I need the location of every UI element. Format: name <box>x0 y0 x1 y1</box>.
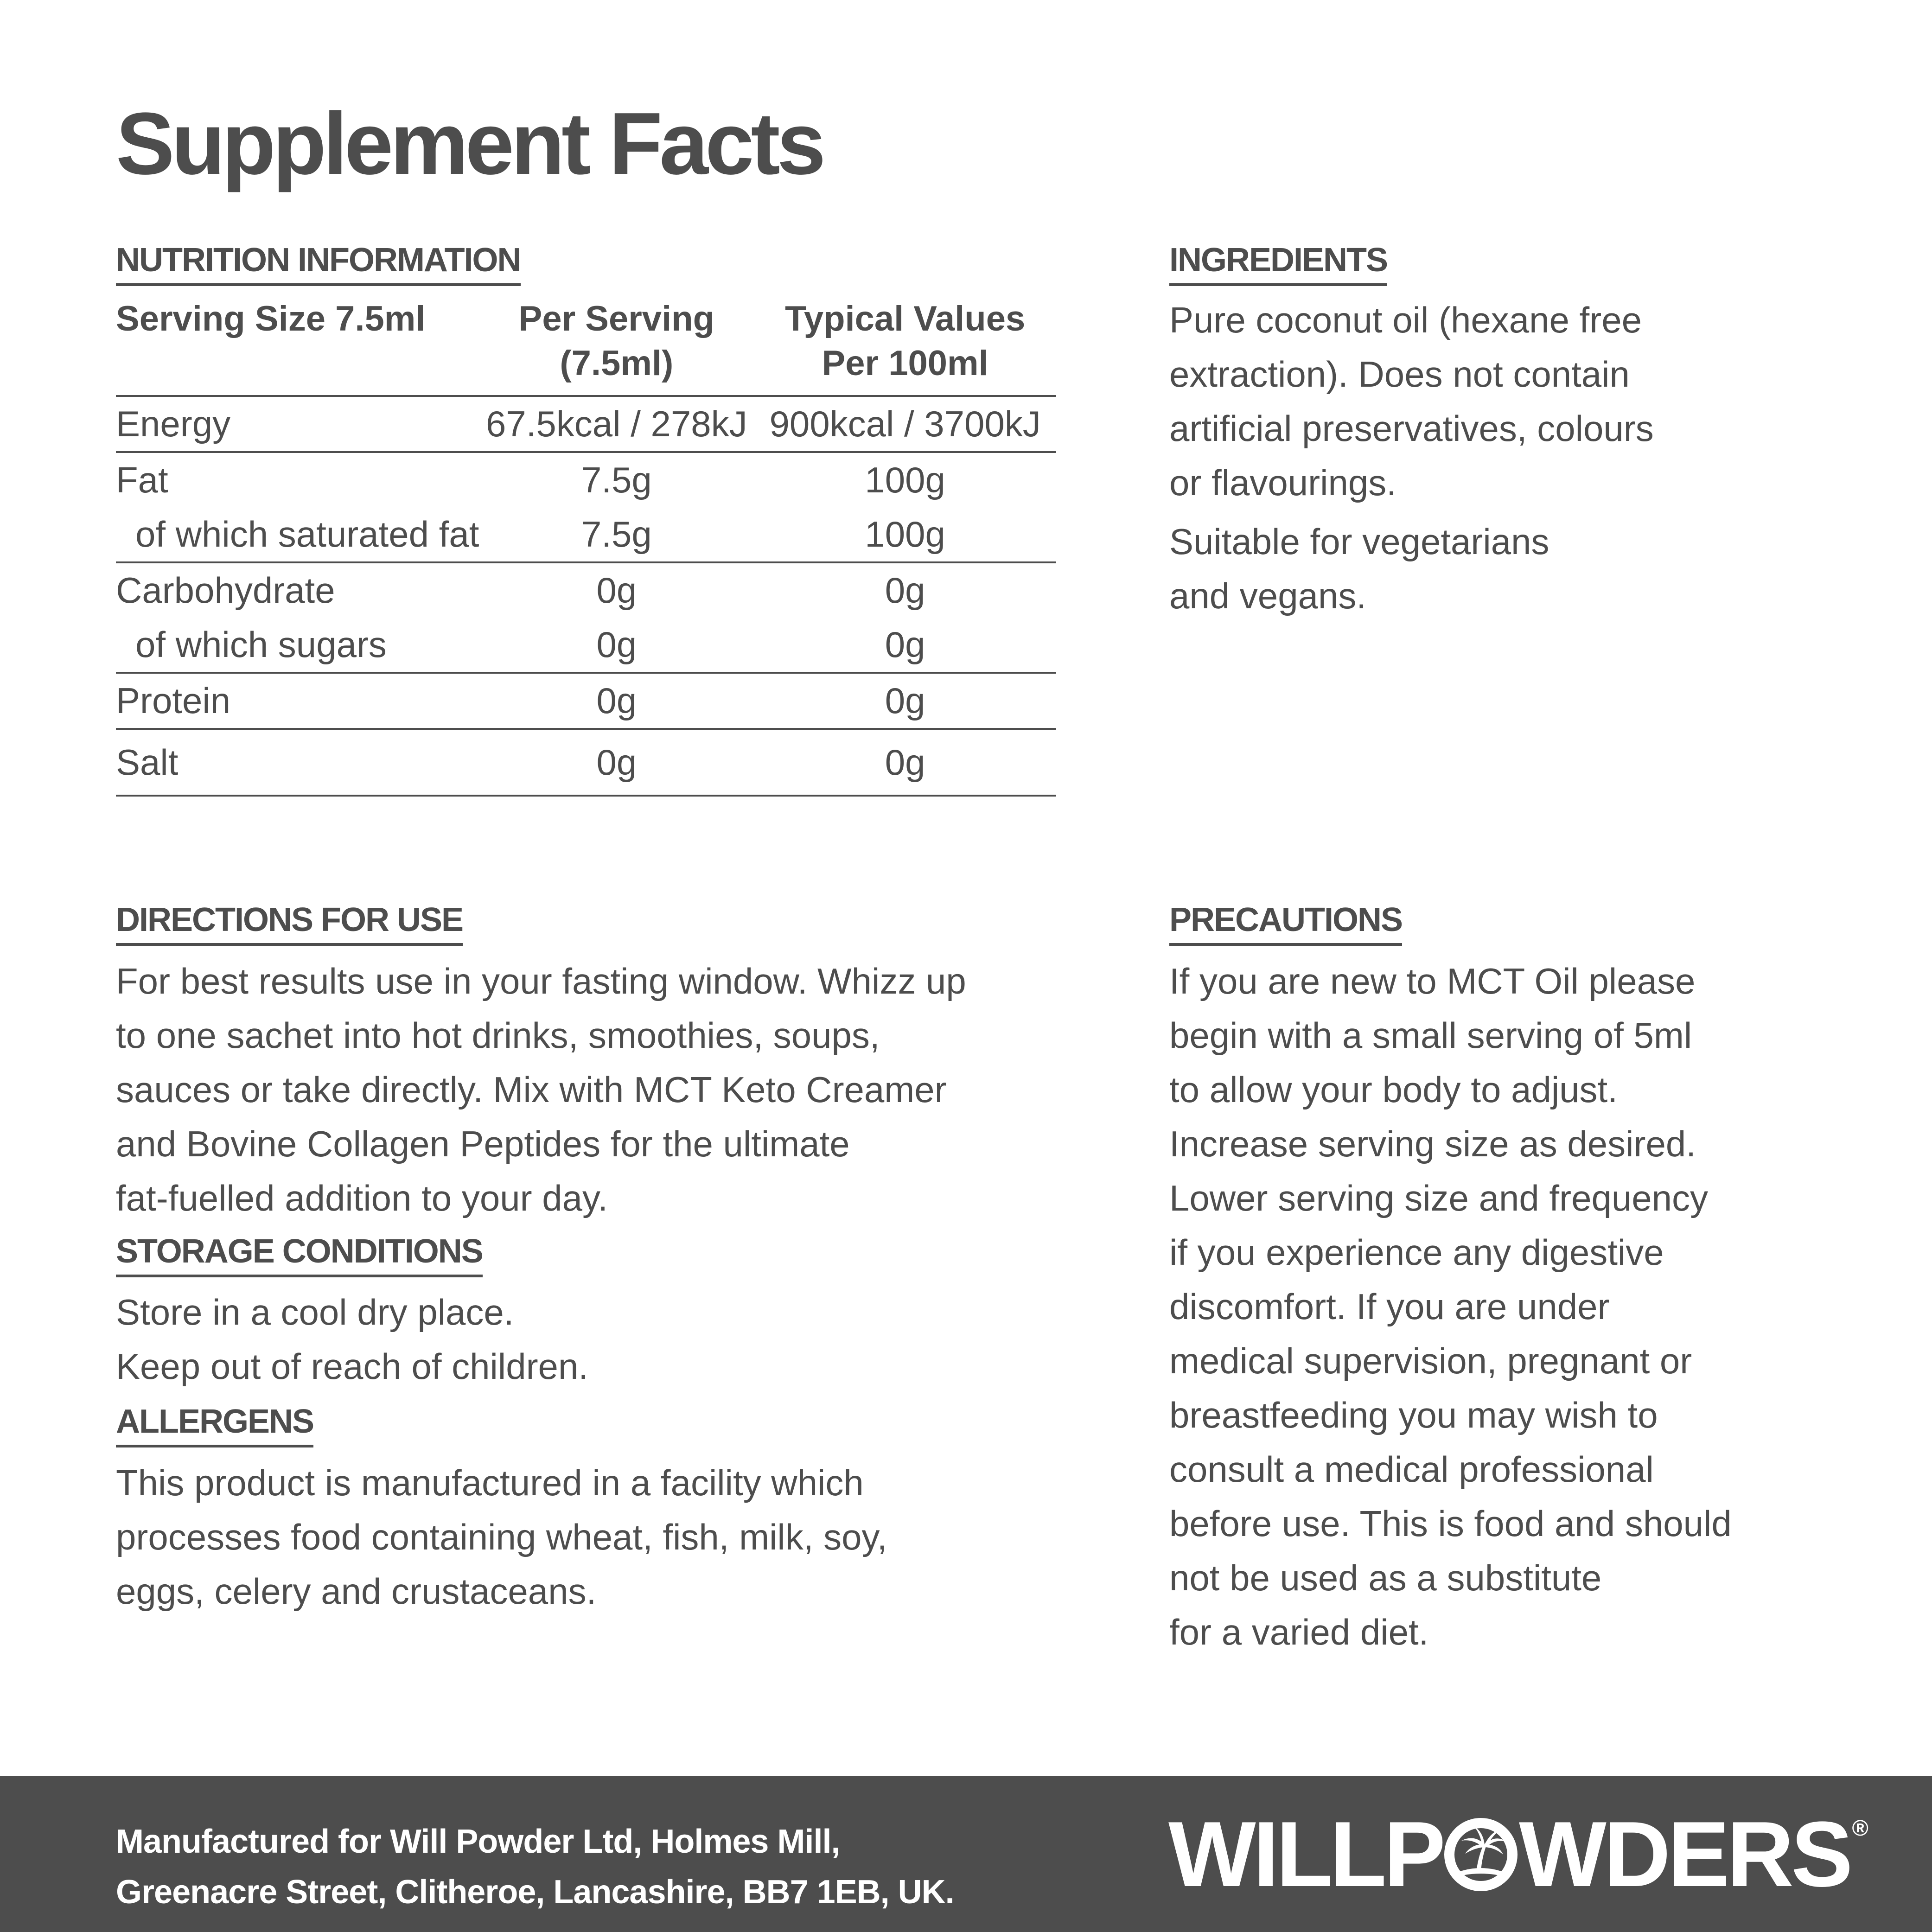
nutrient-label: Carbohydrate <box>116 570 335 611</box>
precautions-line: discomfort. If you are under <box>1169 1286 1610 1327</box>
nutrient-label: Energy <box>116 403 231 444</box>
registered-mark: ® <box>1852 1816 1868 1841</box>
ingredients-heading: INGREDIENTS <box>1169 243 1387 286</box>
brand-wordmark-part1: WILLP <box>1168 1803 1443 1906</box>
manufacturer-address <box>116 1817 954 1918</box>
precautions-heading: PRECAUTIONS <box>1169 903 1402 946</box>
table-row <box>116 618 1056 673</box>
per-serving-value: 0g <box>596 570 637 611</box>
ingredients-line: and vegans. <box>1169 575 1367 616</box>
ingredients-line: or flavourings. <box>1169 462 1396 503</box>
per-100ml-value: 0g <box>885 680 925 721</box>
allergens-line: eggs, celery and crustaceans. <box>116 1571 597 1612</box>
per-100ml-value: 0g <box>885 570 925 611</box>
directions-heading: DIRECTIONS FOR USE <box>116 903 463 946</box>
table-row <box>116 396 1056 452</box>
typical-values-header: Typical Values Per 100ml <box>785 299 1026 383</box>
per-serving-header: Per Serving (7.5ml) <box>518 299 715 383</box>
allergens-text <box>116 1456 887 1619</box>
brand-wordmark-part2: WDERS <box>1519 1803 1850 1906</box>
table-row <box>116 729 1056 796</box>
nutrient-label: of which sugars <box>135 624 387 665</box>
page-title: Supplement Facts <box>116 95 823 193</box>
precautions-line: before use. This is food and should <box>1169 1503 1732 1544</box>
per-100ml-value: 100g <box>865 459 945 500</box>
storage-line: Store in a cool dry place. <box>116 1292 514 1333</box>
precautions-line: for a varied diet. <box>1169 1612 1429 1652</box>
nutrition-heading: NUTRITION INFORMATION <box>116 243 521 286</box>
precautions-line: consult a medical professional <box>1169 1449 1654 1490</box>
per-serving-value: 0g <box>596 624 637 665</box>
ingredients-line: Suitable for vegetarians <box>1169 521 1549 562</box>
ingredients-line: Pure coconut oil (hexane free <box>1169 300 1642 340</box>
ingredients-line: extraction). Does not contain <box>1169 354 1630 395</box>
directions-text <box>116 954 966 1225</box>
nutrient-label: Fat <box>116 459 168 500</box>
precautions-line: not be used as a substitute <box>1169 1557 1602 1598</box>
per-100ml-value: 0g <box>885 624 925 665</box>
precautions-line: if you experience any digestive <box>1169 1232 1664 1273</box>
directions-line: fat-fuelled addition to your day. <box>116 1178 608 1218</box>
precautions-text <box>1169 954 1732 1659</box>
per-serving-value: 67.5kcal / 278kJ <box>486 403 747 444</box>
nutrient-label: Salt <box>116 741 179 783</box>
per-serving-value: 7.5g <box>581 459 652 500</box>
table-row <box>116 673 1056 729</box>
per-100ml-value: 900kcal / 3700kJ <box>769 403 1041 444</box>
ingredients-text <box>1169 293 1654 623</box>
precautions-line: Increase serving size as desired. <box>1169 1123 1696 1164</box>
per-serving-value: 0g <box>596 741 637 783</box>
footer-bar <box>0 1776 1932 1932</box>
brand-logo <box>1168 1803 1868 1906</box>
address-line: Manufactured for Will Powder Ltd, Holmes Mill, <box>116 1823 840 1860</box>
storage-heading: STORAGE CONDITIONS <box>116 1235 483 1277</box>
nutrition-table <box>116 297 1056 797</box>
directions-line: For best results use in your fasting window. Whizz up <box>116 961 966 1001</box>
address-line: Greenacre Street, Clitheroe, Lancashire, BB7 1EB, UK. <box>116 1874 954 1911</box>
nutrient-label: Protein <box>116 680 231 721</box>
storage-line: Keep out of reach of children. <box>116 1346 588 1387</box>
per-serving-value: 7.5g <box>581 514 652 555</box>
directions-line: sauces or take directly. Mix with MCT Keto Creamer <box>116 1069 947 1110</box>
per-100ml-value: 0g <box>885 741 925 783</box>
table-row <box>116 562 1056 618</box>
precautions-line: medical supervision, pregnant or <box>1169 1340 1692 1381</box>
serving-size-header: Serving Size 7.5ml <box>116 299 426 338</box>
table-row <box>116 452 1056 507</box>
directions-line: and Bovine Collagen Peptides for the ultimate <box>116 1123 850 1164</box>
palm-tree-o-icon <box>1444 1817 1518 1892</box>
nutrient-label: of which saturated fat <box>135 514 479 555</box>
per-serving-value: 0g <box>596 680 637 721</box>
storage-text <box>116 1285 588 1394</box>
precautions-line: breastfeeding you may wish to <box>1169 1395 1658 1435</box>
allergens-line: This product is manufactured in a facility which <box>116 1462 864 1503</box>
precautions-line: Lower serving size and frequency <box>1169 1178 1708 1218</box>
allergens-heading: ALLERGENS <box>116 1405 313 1447</box>
allergens-line: processes food containing wheat, fish, milk, soy, <box>116 1517 887 1557</box>
ingredients-line: artificial preservatives, colours <box>1169 408 1654 449</box>
precautions-line: If you are new to MCT Oil please <box>1169 961 1696 1001</box>
per-100ml-value: 100g <box>865 514 945 555</box>
directions-line: to one sachet into hot drinks, smoothies, soups, <box>116 1015 880 1056</box>
nutrition-header-row <box>116 297 1056 396</box>
precautions-line: to allow your body to adjust. <box>1169 1069 1618 1110</box>
table-row <box>116 507 1056 562</box>
precautions-line: begin with a small serving of 5ml <box>1169 1015 1692 1056</box>
